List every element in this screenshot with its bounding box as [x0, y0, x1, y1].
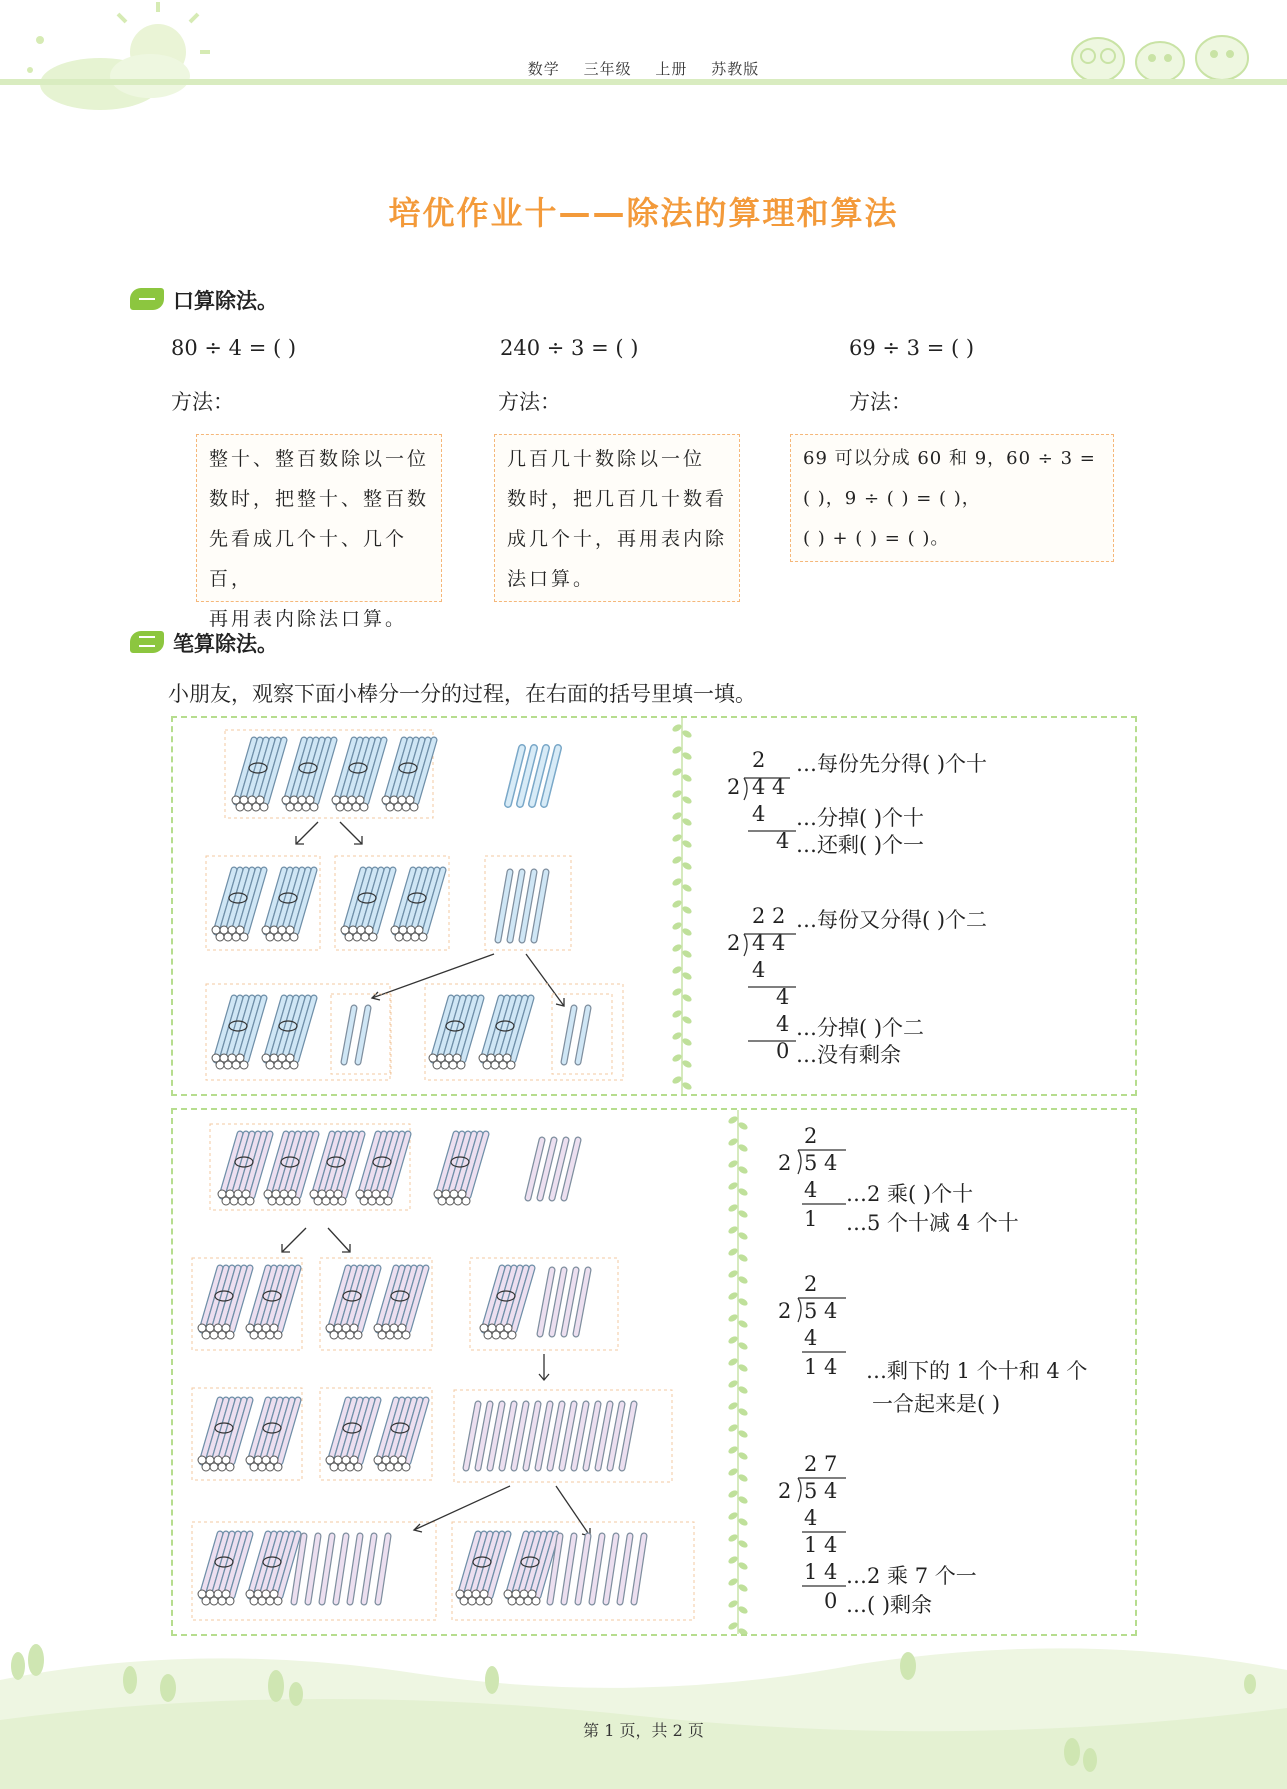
stick-bundle-icon [310, 1134, 362, 1205]
page-title: 培优作业十——除法的算理和算法 [388, 194, 899, 232]
tip-line: 数时，把整十、整百数 [209, 488, 430, 510]
split-arrows-2-icon [282, 1228, 590, 1536]
stick-bundle-icon [246, 1268, 298, 1339]
problem2-tip-box [494, 434, 740, 602]
p1s1-remainder: 4 [776, 829, 790, 853]
p2s3-subtract1: 4 [804, 1506, 818, 1530]
panel2-sticks-illustration [190, 1118, 710, 1630]
page-number: 第 1 页，共 2 页 [583, 1721, 704, 1740]
stick-bundle-icon [262, 870, 314, 941]
header-info [0, 58, 1287, 79]
stick-bundle-icon [429, 998, 481, 1069]
stick-bundle-icon [282, 740, 334, 811]
p1s2-divisor: 2 [727, 931, 741, 955]
tip-line: ( ) + ( ) = ( )。 [803, 528, 950, 549]
p2s2-remainder-note: …剩下的 1 个十和 4 个 [866, 1359, 1088, 1383]
stick-bundle-icon [480, 1268, 532, 1339]
header-edition: 苏教版 [711, 60, 760, 78]
stick-bundle-icon [434, 1134, 486, 1205]
problem2-method-label: 方法： [498, 390, 561, 414]
tip-line: 几百几十数除以一位 [507, 448, 706, 470]
footer-hills-decoration [0, 1620, 1287, 1789]
p2s1-remainder: 1 [804, 1207, 818, 1231]
p1s2-subtract2: 4 [776, 1012, 790, 1036]
p2s2-divisor: 2 [778, 1299, 792, 1323]
stick-bundle-icon [374, 1400, 426, 1471]
problem3-tip-box [790, 434, 1114, 562]
p2s1-subtract-note: …2 乘( )个十 [846, 1182, 974, 1206]
stick-bundle-icon [198, 1400, 250, 1471]
p1s1-subtract-note: …分掉( )个十 [796, 806, 925, 830]
header-subject: 数学 [527, 60, 560, 78]
p2s1-divisor: 2 [778, 1151, 792, 1175]
stick-bundle-icon [341, 870, 393, 941]
vine-divider-1-icon [670, 718, 694, 1094]
section2-badge-icon [130, 631, 164, 653]
section1-heading: 口算除法。 [173, 289, 278, 313]
problem1-tip-box [196, 434, 442, 630]
p1s1-dividend: 4 4 [752, 775, 786, 799]
p2s1-dividend: 5 4 [804, 1151, 838, 1175]
loose-sticks-icon [508, 748, 558, 804]
stick-bundle-icon [391, 870, 443, 941]
panel1-sticks-illustration [200, 726, 640, 1091]
p2s3-divisor: 2 [778, 1479, 792, 1503]
p1s2-subtract2-note: …分掉( )个二 [796, 1016, 925, 1040]
p2s3-dividend: 5 4 [804, 1479, 838, 1503]
stick-bundle-icon [246, 1534, 298, 1605]
stick-bundle-icon [232, 740, 284, 811]
p1s1-remainder-note: …还剩( )个一 [796, 833, 925, 857]
p1s1-subtract: 4 [752, 802, 766, 826]
stick-bundle-icon [326, 1268, 378, 1339]
section2-heading: 笔算除法。 [173, 632, 278, 656]
tip-line: 法口算。 [507, 568, 596, 590]
stick-bundle-icon [198, 1534, 250, 1605]
p2s3-remainder-note: …( )剩余 [846, 1593, 933, 1617]
stick-bundle-icon [332, 740, 384, 811]
p2s2-remainder: 1 4 [804, 1355, 838, 1379]
p1s2-quotient: 2 2 [752, 904, 786, 928]
tip-line: 69 可以分成 60 和 9，60 ÷ 3 = [803, 448, 1096, 469]
stick-bundle-icon [382, 740, 434, 811]
stick-bundle-icon [198, 1268, 250, 1339]
header-grade: 三年级 [583, 60, 632, 78]
stick-bundle-icon [212, 870, 264, 941]
p2s3-remainder: 0 [824, 1589, 838, 1613]
sun-cloud-icon [27, 2, 210, 110]
stick-bundle-icon [456, 1534, 508, 1605]
p1s1-quotient: 2 [752, 748, 766, 772]
p1s2-subtract1: 4 [752, 958, 766, 982]
tip-line: 数时，把几百几十数看 [507, 488, 728, 510]
p2s2-remainder-note2: 一合起来是( ) [872, 1392, 1001, 1416]
p1s2-dividend: 4 4 [752, 931, 786, 955]
tip-line: 先看成几个十、几个百， [209, 528, 408, 590]
stick-bundle-icon [264, 1134, 316, 1205]
p2s2-subtract: 4 [804, 1326, 818, 1350]
problem1-expr: 80 ÷ 4 = ( ) [171, 336, 297, 360]
problem3-expr: 69 ÷ 3 = ( ) [849, 336, 975, 360]
p2s3-subtract2: 1 4 [804, 1560, 838, 1584]
stick-bundle-icon [326, 1400, 378, 1471]
p1s2-remainder: 0 [776, 1039, 790, 1063]
tip-line: ( )，9 ÷ ( ) = ( )， [803, 488, 981, 509]
header-rule [0, 79, 1287, 85]
p2s3-quotient: 2 7 [804, 1452, 838, 1476]
p1s1-divisor: 2 [727, 775, 741, 799]
problem3-method-label: 方法： [849, 390, 912, 414]
stick-bundle-icon [246, 1400, 298, 1471]
p1s2-remainder-note: …没有剩余 [796, 1043, 901, 1067]
p2s2-quotient: 2 [804, 1272, 818, 1296]
panel2-division-lines [774, 1118, 864, 1628]
section2-intro: 小朋友，观察下面小棒分一分的过程，在右面的括号里填一填。 [168, 682, 756, 706]
tip-line: 整十、整百数除以一位 [209, 448, 430, 470]
panel1-division-lines [720, 740, 800, 1080]
section1-badge-icon [130, 288, 164, 310]
p2s1-remainder-note: …5 个十减 4 个十 [846, 1211, 1019, 1235]
p2s3-subtract2-note: …2 乘 7 个一 [846, 1564, 977, 1588]
header-volume: 上册 [655, 60, 688, 78]
p1s1-quotient-note: …每份先分得( )个十 [796, 752, 988, 776]
problem1-method-label: 方法： [171, 390, 234, 414]
p2s1-quotient: 2 [804, 1124, 818, 1148]
stick-bundle-icon [479, 998, 531, 1069]
p1s2-quotient-note: …每份又分得( )个二 [796, 908, 988, 932]
stick-bundle-icon [356, 1134, 408, 1205]
stick-bundle-icon [218, 1134, 270, 1205]
p2s1-subtract: 4 [804, 1178, 818, 1202]
problem2-expr: 240 ÷ 3 = ( ) [500, 336, 639, 360]
stick-bundle-icon [374, 1268, 426, 1339]
stick-bundle-icon [212, 998, 264, 1069]
vine-divider-2-icon [726, 1110, 750, 1634]
p2s3-bring-down: 1 4 [804, 1533, 838, 1557]
stick-bundle-icon [262, 998, 314, 1069]
p2s2-dividend: 5 4 [804, 1299, 838, 1323]
p1s2-bring-down: 4 [776, 985, 790, 1009]
tip-line: 成几个十，再用表内除 [507, 528, 728, 550]
tip-line: 再用表内除法口算。 [209, 608, 408, 630]
